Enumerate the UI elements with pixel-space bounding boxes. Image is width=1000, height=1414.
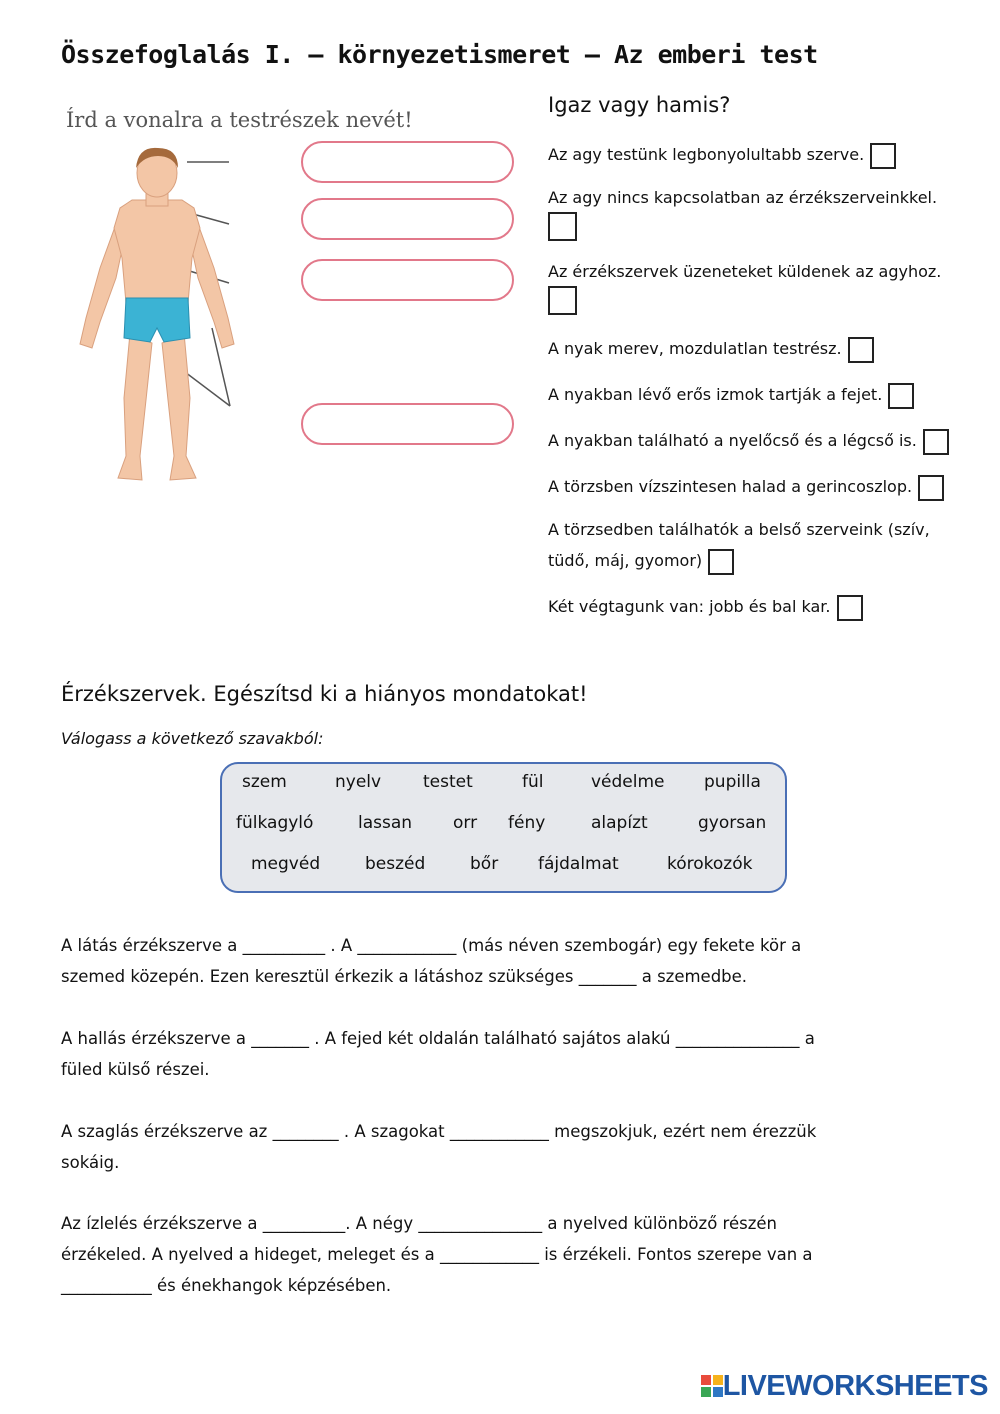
word-bank-item: bőr [470,854,499,874]
tf-statement-2 [548,182,937,213]
left-leg [118,333,152,480]
tf-statement-text: Két végtagunk van: jobb és bal kar. [548,597,831,616]
tf-statement-4 [548,333,874,364]
word-bank-item: megvéd [251,854,321,874]
swimsuit [124,298,190,342]
body-part-label-box-1[interactable] [301,141,514,183]
word-bank-item: lassan [358,813,413,833]
paragraph-line[interactable]: A látás érzékszerve a __________ . A ____________ (más néven szembogár) egy fekete kör a [61,936,802,955]
tf-statement-5 [548,379,914,410]
tf-checkbox-4[interactable] [848,337,874,363]
word-bank-item: orr [453,813,478,833]
word-bank-item: testet [423,772,473,792]
tf-statement-text: tüdő, máj, gyomor) [548,551,703,570]
tf-checkbox-2[interactable] [548,212,577,241]
liveworksheets-logo-icon [701,1375,723,1399]
word-bank [220,762,787,893]
word-bank-item: pupilla [704,772,761,792]
word-bank-item: fül [522,772,544,792]
paragraph-line: füled külső részei. [61,1060,210,1079]
word-bank-item: beszéd [365,854,426,874]
paragraph-line[interactable]: A hallás érzékszerve a _______ . A fejed két oldalán található sajátos alakú _______________ a [61,1029,815,1048]
right-leg [162,333,196,480]
tf-statement-text: A nyakban lévő erős izmok tartják a fejet. [548,385,883,404]
tf-statement-text: A törzsedben találhatók a belső szerveink (szív, [548,520,930,539]
left-arm [80,224,122,348]
tf-statement-text: A nyakban található a nyelőcső és a légcső is. [548,431,917,450]
figure-instruction: Írd a vonalra a testrészek nevét! [66,108,413,132]
tf-statement-7 [548,471,944,502]
tf-statement-text: A törzsben vízszintesen halad a gerincoszlop. [548,477,913,496]
word-bank-item: fájdalmat [538,854,619,874]
body-part-label-box-4[interactable] [301,403,514,445]
paragraph-line[interactable]: szemed közepén. Ezen keresztül érkezik a látáshoz szükséges _______ a szemedbe. [61,967,748,986]
paragraph-line: sokáig. [61,1153,120,1172]
body-part-label-box-2[interactable] [301,198,514,240]
body-part-label-box-3[interactable] [301,259,514,301]
tf-checkbox-5[interactable] [888,383,914,409]
word-bank-item: szem [242,772,287,792]
paragraph-line[interactable]: Az ízlelés érzékszerve a __________. A négy _______________ a nyelved különböző részén [61,1214,777,1233]
paragraph-line[interactable]: ___________ és énekhangok képzésében. [61,1276,392,1295]
word-bank-item: alapízt [591,813,648,833]
word-bank-item: kórokozók [667,854,753,874]
paragraph-line[interactable]: A szaglás érzékszerve az ________ . A szagokat ____________ megszokjuk, ezért nem érezzük [61,1122,817,1141]
word-bank-item: fény [508,813,546,833]
senses-heading: Érzékszervek. Egészítsd ki a hiányos mondatokat! [61,682,588,706]
tf-statement-text: Az érzékszervek üzeneteket küldenek az agyhoz. [548,262,942,281]
tf-checkbox-9[interactable] [837,595,863,621]
word-bank-item: fülkagyló [236,813,314,833]
page-title: Összefoglalás I. – környezetismeret – Az emberi test [61,40,818,69]
word-bank-item: nyelv [335,772,382,792]
tf-statement-9 [548,591,863,622]
tf-statement-3 [548,256,941,287]
tf-statement-text: Az agy testünk legbonyolultabb szerve. [548,145,865,164]
tf-checkbox-8[interactable] [708,549,734,575]
liveworksheets-logo-text: LIVEWORKSHEETS [722,1370,988,1402]
paragraph-hearing [61,1023,941,1085]
word-bank-item: gyorsan [698,813,767,833]
paragraph-taste [61,1208,941,1301]
tf-statement-text: A nyak merev, mozdulatlan testrész. [548,339,842,358]
tf-checkbox-3[interactable] [548,286,577,315]
tf-statement-8-continued [548,545,734,576]
word-bank-item: védelme [591,772,665,792]
torso [114,200,200,303]
tf-statement-text: Az agy nincs kapcsolatban az érzékszerveinkkel. [548,188,938,207]
senses-instruction: Válogass a következő szavakból: [61,729,324,748]
tf-checkbox-7[interactable] [918,475,944,501]
tf-checkbox-6[interactable] [923,429,949,455]
tf-statement-8 [548,514,930,545]
liveworksheets-logo [701,1370,988,1403]
paragraph-smell [61,1116,941,1178]
body-figure [72,138,452,498]
true-false-heading: Igaz vagy hamis? [548,93,731,117]
paragraph-sight [61,930,941,992]
tf-statement-6 [548,425,949,456]
tf-checkbox-1[interactable] [870,143,896,169]
tf-statement-1 [548,139,896,170]
paragraph-line[interactable]: érzékeled. A nyelved a hideget, meleget és a ____________ is érzékeli. Fontos szerepe van a [61,1245,813,1264]
